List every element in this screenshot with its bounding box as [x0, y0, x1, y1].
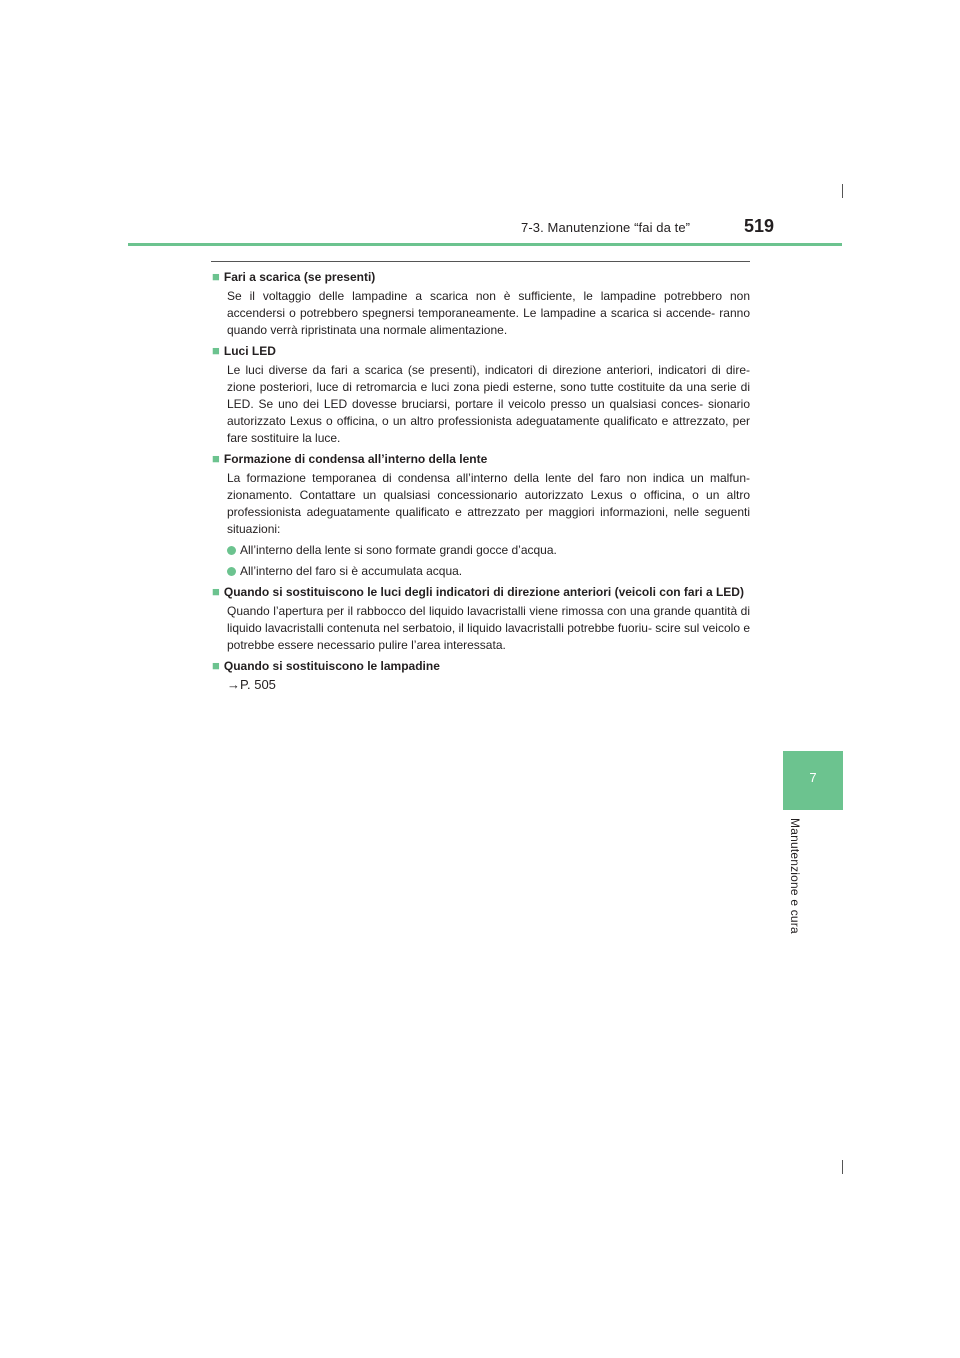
crop-mark-top — [842, 184, 843, 198]
square-bullet-icon: ■ — [212, 269, 220, 284]
page-number: 519 — [744, 216, 775, 236]
section-title: 7-3. Manutenzione “fai da te” — [521, 220, 691, 235]
list-item — [212, 541, 750, 559]
heading-text: Luci LED — [223, 344, 276, 358]
section-body-front-turn-signals: Quando l’apertura per il rabbocco del liquido lavacristalli viene rimossa con una grande quantità di liquido lavacristalli contenuta nel serbatoio, il liquido lavacristalli potrebbe fuoriu- scire sul veicolo e potrebbe essere necessario pulire l’area interessata. — [227, 604, 750, 652]
section-heading-led-lights — [212, 342, 750, 360]
heading-text: Formazione di condensa all’interno della lente — [223, 452, 488, 466]
square-bullet-icon: ■ — [212, 584, 220, 599]
square-bullet-icon: ■ — [212, 343, 220, 358]
heading-text: Fari a scarica (se presenti) — [223, 270, 376, 284]
heading-text: Quando si sostituiscono le luci degli indicatori di direzione anteriori (veicoli con fari a LED) — [223, 585, 744, 599]
round-bullet-icon — [227, 546, 236, 555]
list-item — [212, 562, 750, 580]
list-item-text: All’interno del faro si è accumulata acqua. — [240, 564, 463, 578]
header-bar — [128, 243, 842, 246]
crop-mark-bottom — [842, 1160, 843, 1174]
section-heading-front-turn-signals — [212, 583, 750, 601]
section-body-condensation: La formazione temporanea di condensa all’interno della lente del faro non indica un malfun- zionamento. Contattare un qualsiasi concessionario autorizzato Lexus o officina, o un altro professionista adeguatamente qualificato e attrezzato per maggiori informazioni, nelle seguenti situazioni: — [227, 471, 750, 536]
square-bullet-icon: ■ — [212, 658, 220, 673]
section-heading-discharge-headlights — [212, 268, 750, 286]
list-item-text: All’interno della lente si sono formate grandi gocce d’acqua. — [240, 543, 557, 557]
section-heading-replacing-bulbs — [212, 657, 750, 675]
page-reference-link[interactable]: →P. 505 — [227, 677, 276, 692]
section-body-discharge-headlights: Se il voltaggio delle lampadine a scarica non è sufficiente, le lampadine potrebbero non accendersi o potrebbero spegnersi temporaneamente. Le lampadine a scarica si accende- ranno quando verrà ripristinata una normale alimentazione. — [227, 289, 750, 337]
content-top-rule — [211, 261, 750, 262]
chapter-name: Manutenzione e cura — [788, 818, 802, 934]
section-heading-condensation — [212, 450, 750, 468]
round-bullet-icon — [227, 567, 236, 576]
chapter-number: 7 — [809, 770, 817, 785]
heading-text: Quando si sostituiscono le lampadine — [223, 659, 440, 673]
square-bullet-icon: ■ — [212, 451, 220, 466]
section-body-led-lights: Le luci diverse da fari a scarica (se presenti), indicatori di direzione anteriori, indicatori di dire- zione posteriori, luce di retromarcia e luci zona piedi esterne, sono tutte costituite da una serie di LED. Se uno dei LED dovesse bruciarsi, portare il veicolo presso un qualsiasi conces- sionario autorizzato Lexus o officina, o un altro professionista adeguatamente qualificato e attrezzato, per fare sostituire la luce. — [227, 363, 750, 445]
main-content — [212, 268, 750, 694]
